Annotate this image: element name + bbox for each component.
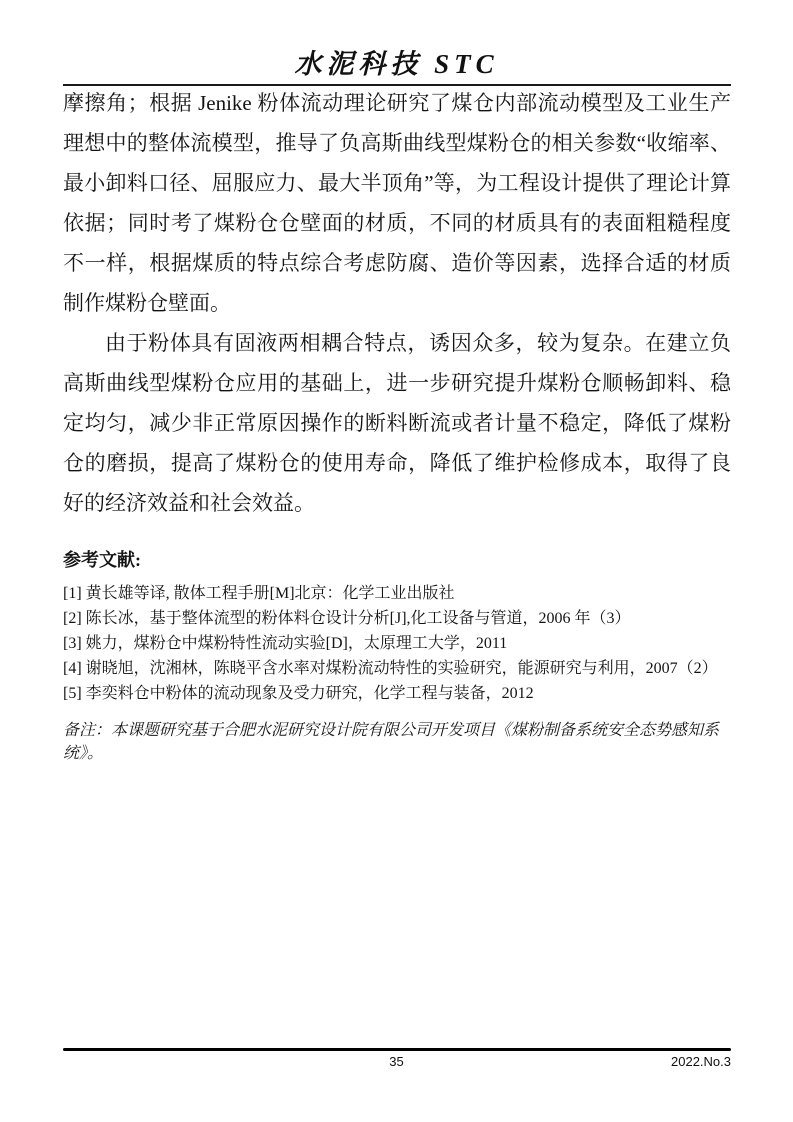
body-text (63, 83, 731, 523)
body-paragraph-2: 由于粉体具有固液两相耦合特点，诱因众多，较为复杂。在建立负高斯曲线型煤粉仓应用的基础上，进一步研究提升煤粉仓顺畅卸料、稳定均匀，减少非正常原因操作的断料断流或者计量不稳定，降低了煤粉仓的磨损，提高了煤粉仓的使用寿命，降低了维护检修成本，取得了良好的经济效益和社会效益。 (63, 331, 731, 515)
footer-rule (63, 1048, 731, 1051)
issue-label: 2022.No.3 (671, 1054, 731, 1069)
reference-item: [4] 谢晓旭，沈湘林，陈晓平含水率对煤粉流动特性的实验研究，能源研究与利用，2007（2） (63, 660, 718, 677)
page-number: 35 (389, 1054, 404, 1069)
reference-item: [3] 姚力，煤粉仓中煤粉特性流动实验[D]，太原理工大学，2011 (63, 635, 508, 652)
body-paragraph-1: 摩擦角；根据 Jenike 粉体流动理论研究了煤仓内部流动模型及工业生产理想中的整体流模型，推导了负高斯曲线型煤粉仓的相关参数“收缩率、最小卸料口径、屈服应力、最大半顶角”等，为工程设计提供了理论计算依据；同时考了煤粉仓仓壁面的材质，不同的材质具有的表面粗糙程度不一样，根据煤质的特点综合考虑防腐、造价等因素，选择合适的材质制作煤粉仓壁面。 (63, 91, 731, 315)
reference-item: [2] 陈长冰，基于整体流型的粉体料仓设计分析[J],化工设备与管道，2006 年（3） (63, 610, 631, 627)
reference-item: [1] 黄长雄等译, 散体工程手册[M]北京：化学工业出版社 (63, 585, 455, 602)
note: 备注：本课题研究基于合肥水泥研究设计院有限公司开发项目《煤粉制备系统安全态势感知系统》。 (63, 722, 720, 762)
references-heading: 参考文献: (63, 550, 141, 570)
references-section (63, 546, 731, 706)
reference-item: [5] 李奕料仓中粉体的流动现象及受力研究，化学工程与装备，2012 (63, 685, 534, 702)
journal-title: 水泥科技 STC (294, 49, 499, 79)
